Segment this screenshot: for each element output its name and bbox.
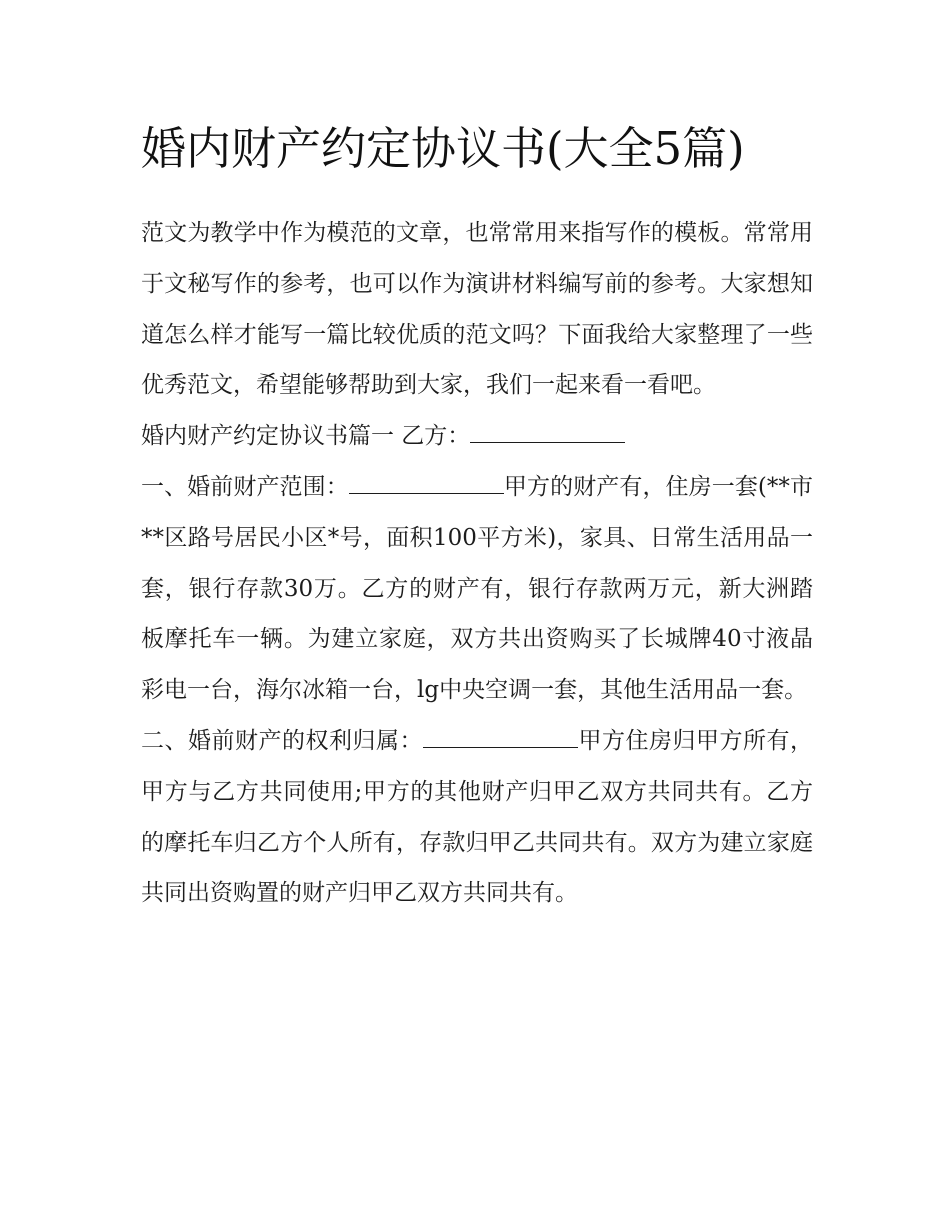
clause-2-body: 甲方住房归甲方所有，甲方与乙方共同使用;甲方的其他财产归甲乙双方共同共有。乙方的摩托车归乙方个人所有，存款归甲乙共同共有。双方为建立家庭共同出资购置的财产归甲乙双方共同共有。	[141, 727, 813, 907]
blank-line	[470, 420, 625, 443]
clause-1-body: 甲方的财产有，住房一套(**市**区路号居民小区*号，面积100平方米)，家具、日常生活用品一套，银行存款30万。乙方的财产有，银行存款两万元，新大洲踏板摩托车一辆。为建立家庭，双方共出资购买了长城牌40寸液晶彩电一台，海尔冰箱一台，lg中央空调一套，其他生活用品一套。	[141, 473, 813, 704]
intro-paragraph: 范文为教学中作为模范的文章，也常常用来指写作的模板。常常用于文秘写作的参考，也可以作为演讲材料编写前的参考。大家想知道怎么样才能写一篇比较优质的范文吗？下面我给大家整理了一些优秀范文，希望能够帮助到大家，我们一起来看一看吧。	[141, 220, 813, 399]
document-title: 婚内财产约定协议书(大全5篇)	[141, 122, 745, 175]
clause-2-label: 二、婚前财产的权利归属：	[141, 727, 423, 754]
blank-line	[349, 471, 504, 494]
clause-2-paragraph	[141, 716, 813, 919]
section-1-heading-text: 婚内财产约定协议书篇一 乙方：	[141, 423, 471, 450]
clause-1-paragraph	[141, 462, 813, 716]
document-page	[141, 112, 813, 919]
clause-1-label: 一、婚前财产范围：	[141, 473, 349, 500]
blank-line	[423, 725, 578, 748]
section-1-heading	[141, 411, 813, 462]
